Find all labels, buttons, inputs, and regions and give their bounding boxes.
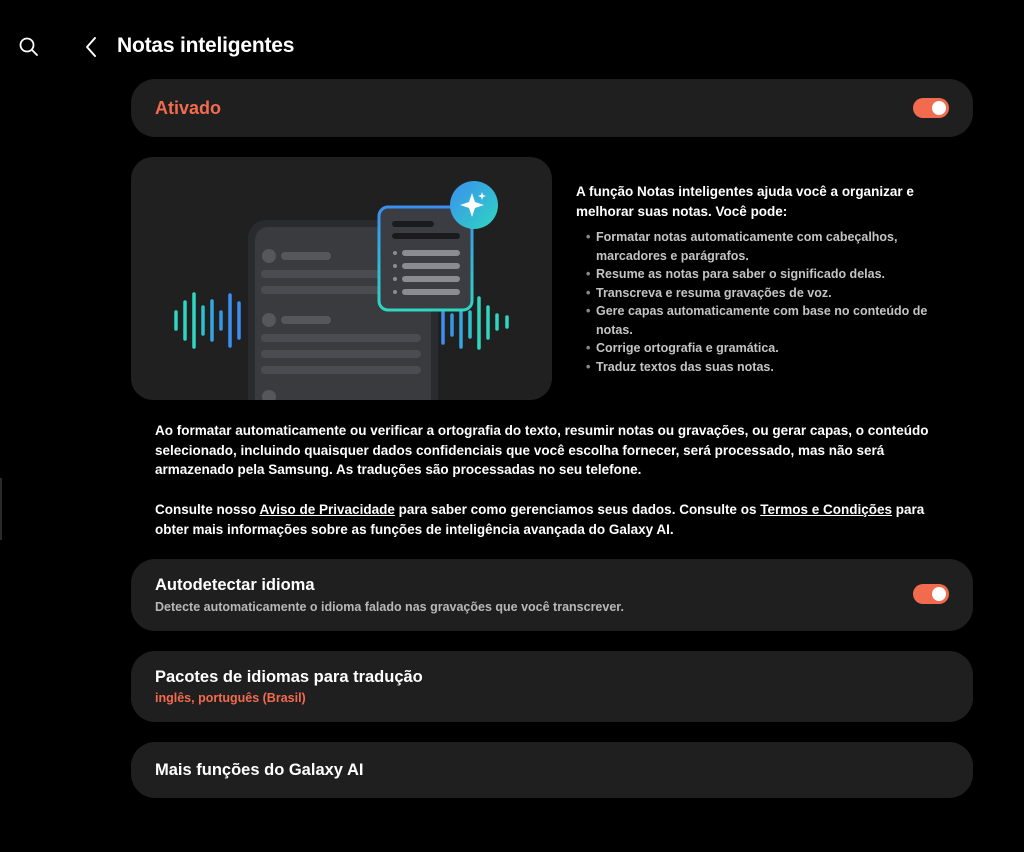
bullet-icon: •: [586, 267, 591, 281]
bullet-icon: •: [586, 359, 591, 374]
sound-wave-left: [176, 294, 239, 347]
feature-item: [576, 358, 946, 377]
master-switch-card[interactable]: [131, 79, 973, 137]
feature-text: Transcreva e resuma gravações de voz.: [596, 285, 832, 300]
feature-text: Gere capas automaticamente com base no conteúdo de notas.: [596, 304, 928, 337]
feature-text: Resume as notas para saber o significado delas.: [596, 267, 885, 281]
search-button[interactable]: [17, 35, 41, 59]
more-galaxy-ai-card[interactable]: [131, 742, 973, 798]
privacy-text-prefix: Consulte nosso: [155, 502, 260, 517]
autodetect-toggle[interactable]: [913, 584, 949, 604]
search-icon: [17, 35, 41, 59]
master-toggle[interactable]: [913, 98, 949, 118]
page-title: Notas inteligentes: [117, 34, 295, 57]
toggle-knob: [932, 587, 946, 601]
privacy-notice: [155, 500, 955, 539]
processing-notice: Ao formatar automaticamente ou verificar a ortografia do texto, resumir notas ou gravações, ou gerar capas, o conteúdo selecionado, incluindo quaisquer dados confidenciais que você escolha fornecer, será processado, mas não será armazenado pela Samsung. As traduções são processadas no seu telefone.: [155, 423, 929, 478]
sparkle-icon: [450, 181, 498, 229]
notes-illustration-graphic: [131, 157, 552, 400]
privacy-notice-link[interactable]: Aviso de Privacidade: [259, 502, 395, 517]
chevron-left-icon: [82, 35, 102, 59]
language-packs-title: Pacotes de idiomas para tradução: [155, 668, 423, 686]
bullet-icon: •: [586, 341, 591, 355]
feature-item: [576, 284, 946, 303]
master-switch-label: Ativado: [155, 98, 222, 118]
autodetect-title: Autodetectar idioma: [155, 576, 315, 594]
terms-link[interactable]: Termos e Condições: [760, 502, 892, 517]
language-packs-value: inglês, português (Brasil): [155, 691, 306, 705]
edge-handle: [0, 478, 2, 540]
privacy-text-suffix: para obter mais informações sobre as funções de inteligência avançada do Galaxy AI.: [155, 502, 925, 537]
feature-item: [576, 302, 946, 339]
feature-item: [576, 339, 946, 358]
feature-text: Corrige ortografia e gramática.: [596, 341, 779, 355]
autodetect-language-card[interactable]: [131, 559, 973, 631]
more-galaxy-ai-title: Mais funções do Galaxy AI: [155, 761, 364, 779]
bullet-icon: •: [586, 230, 591, 244]
privacy-text-middle: para saber como gerenciamos seus dados. Consulte os: [394, 502, 761, 517]
bullet-icon: •: [586, 304, 591, 318]
feature-text: Traduz textos das suas notas.: [596, 359, 774, 374]
feature-text: Formatar notas automaticamente com cabeçalhos, marcadores e parágrafos.: [596, 230, 898, 263]
toggle-knob: [932, 101, 946, 115]
feature-item: [576, 265, 946, 284]
bullet-icon: •: [586, 285, 591, 300]
autodetect-subtitle: Detecte automaticamente o idioma falado nas gravações que você transcrever.: [155, 600, 624, 614]
back-button[interactable]: [82, 35, 102, 59]
feature-description: [576, 182, 946, 376]
feature-item: [576, 228, 946, 265]
description-intro: A função Notas inteligentes ajuda você a organizar e melhorar suas notas. Você pode:: [576, 184, 914, 219]
language-packs-card[interactable]: [131, 651, 973, 722]
feature-list: [576, 228, 946, 376]
feature-illustration: [131, 157, 552, 400]
